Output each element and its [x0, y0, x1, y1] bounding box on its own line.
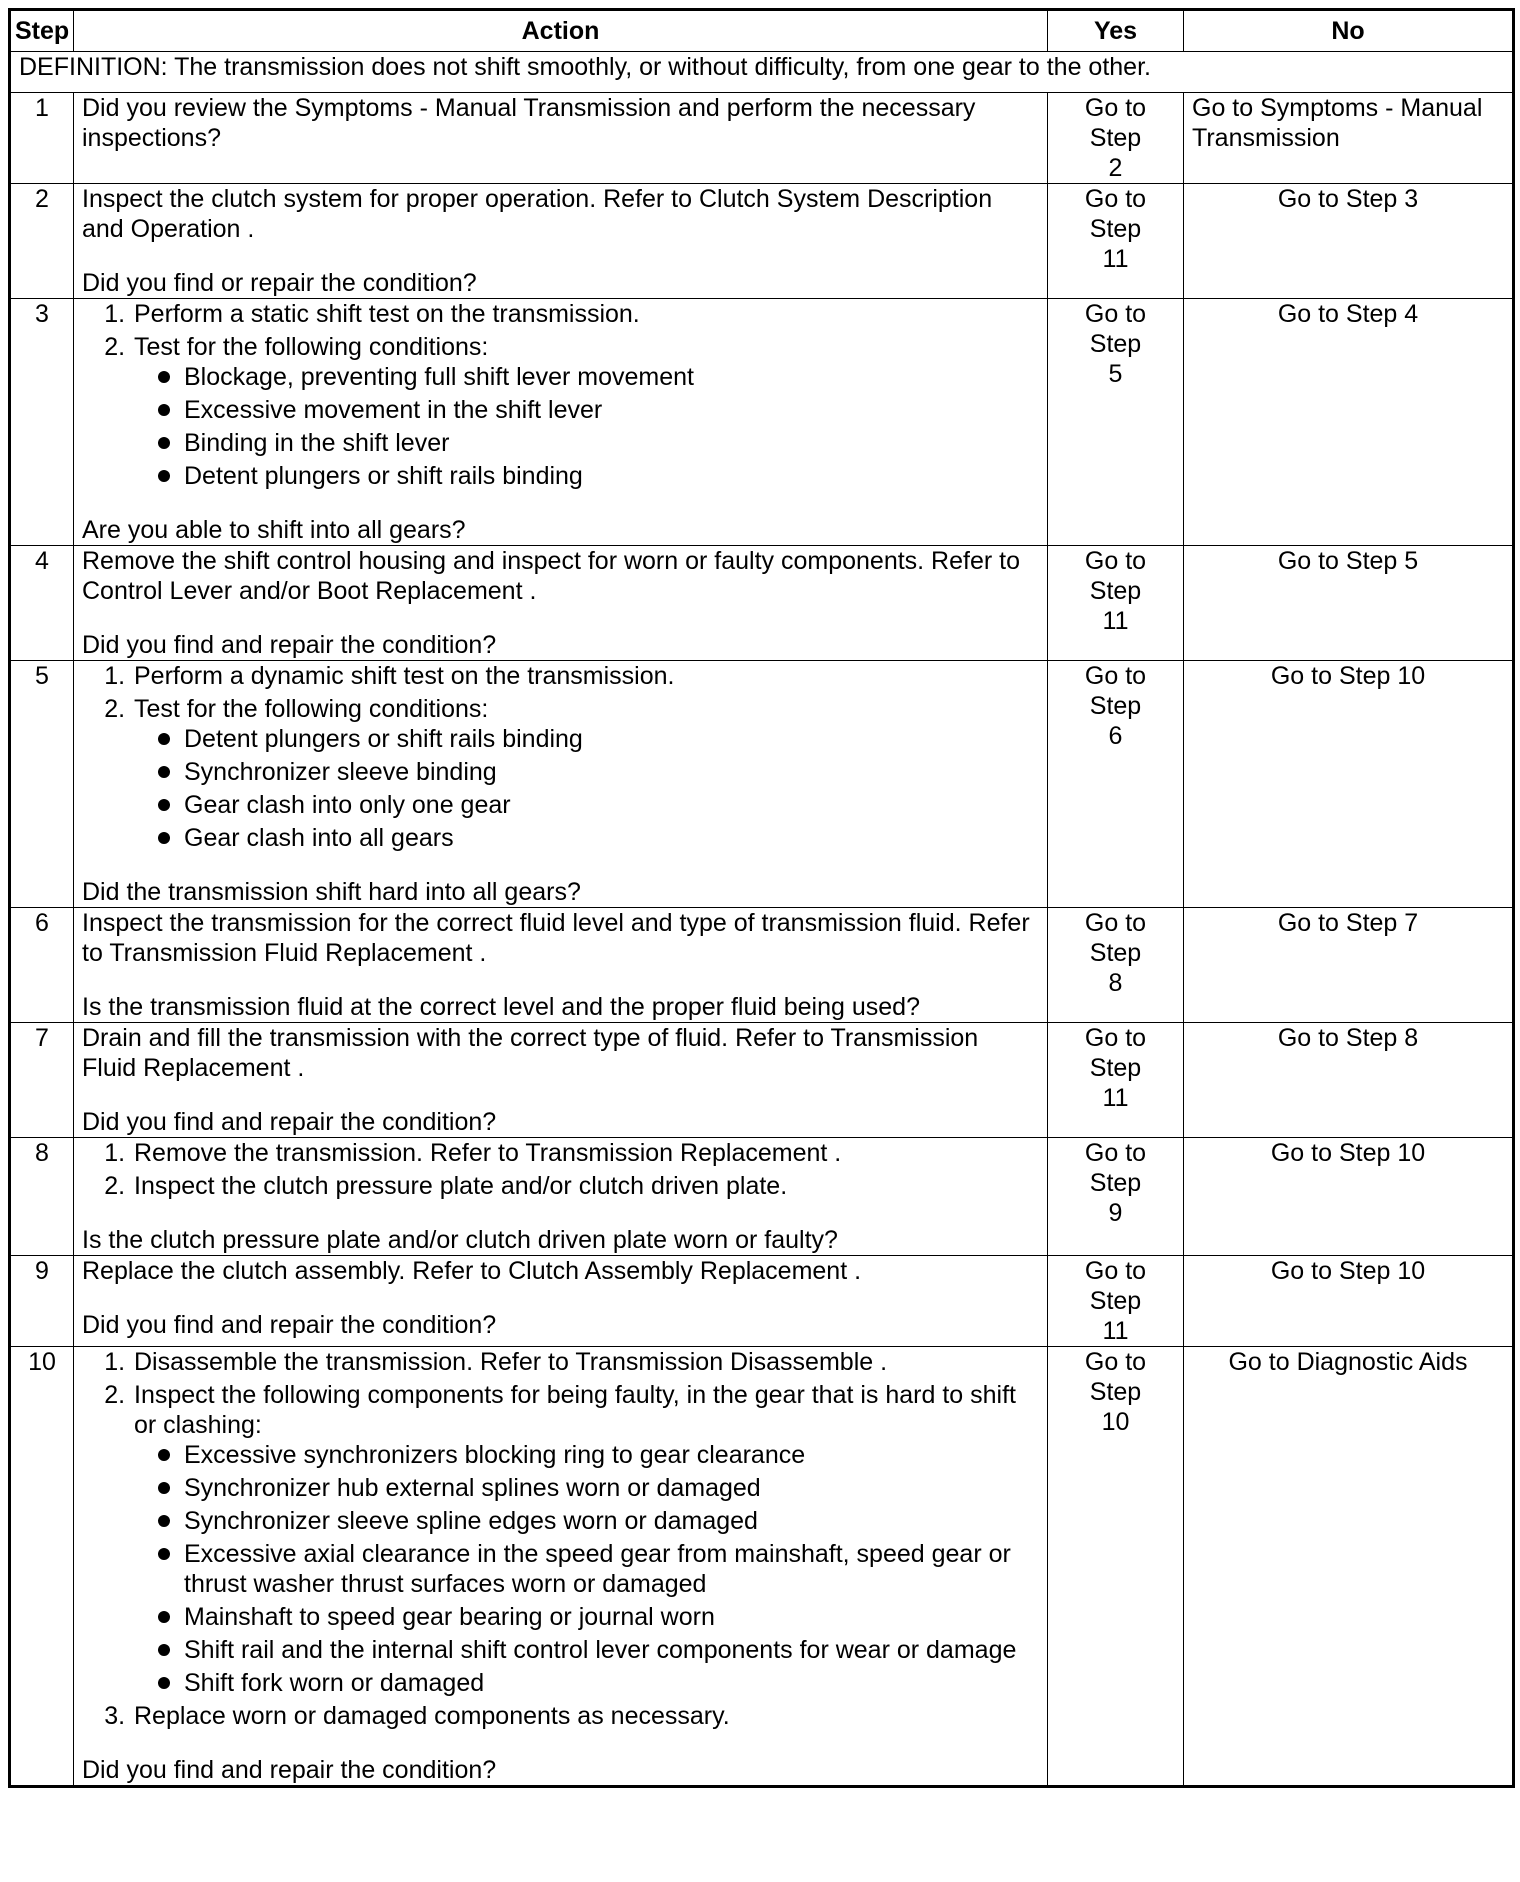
numbered-item	[132, 1347, 1039, 1377]
bullet-item: Gear clash into only one gear	[184, 790, 1039, 820]
no-cell: Go to Step 7	[1184, 908, 1514, 1023]
action-text: Replace the clutch assembly. Refer to Clutch Assembly Replacement .	[82, 1257, 862, 1285]
no-cell: Go to Step 8	[1184, 1023, 1514, 1138]
definition-row	[10, 52, 1514, 93]
action-cell	[74, 1347, 1048, 1787]
step-number: 4	[10, 546, 74, 661]
yes-goto-step: 6	[1108, 722, 1123, 750]
yes-cell	[1048, 1023, 1184, 1138]
header-no: No	[1184, 10, 1514, 52]
table-row	[10, 1256, 1514, 1347]
diagnostic-table-container	[8, 8, 1515, 1788]
question-text: Is the transmission fluid at the correct level and the proper fluid being used?	[82, 993, 920, 1021]
numbered-list	[82, 661, 1039, 853]
yes-goto-step: 2	[1108, 154, 1123, 182]
bullet-item: Synchronizer hub external splines worn or damaged	[184, 1473, 1039, 1503]
yes-goto-step: 10	[1101, 1408, 1130, 1436]
action-cell	[74, 299, 1048, 546]
step-number: 2	[10, 184, 74, 299]
yes-goto-label: Go to Step	[1084, 662, 1147, 720]
action-cell	[74, 1023, 1048, 1138]
yes-goto-step: 11	[1102, 1084, 1129, 1112]
diagnostic-table	[8, 8, 1515, 1788]
numbered-list	[82, 1138, 1039, 1201]
numbered-item	[132, 299, 1039, 329]
step-number: 7	[10, 1023, 74, 1138]
step-number: 3	[10, 299, 74, 546]
header-step: Step	[10, 10, 74, 52]
table-row	[10, 299, 1514, 546]
bullet-item: Synchronizer sleeve binding	[184, 757, 1039, 787]
yes-goto-step: 11	[1102, 245, 1129, 273]
step-number: 1	[10, 93, 74, 184]
bullet-item: Excessive movement in the shift lever	[184, 395, 1039, 425]
numbered-item-text: Inspect the clutch pressure plate and/or clutch driven plate.	[134, 1172, 788, 1200]
table-row	[10, 1138, 1514, 1256]
yes-goto-label: Go to Step	[1084, 547, 1147, 605]
numbered-item-text: Test for the following conditions:	[134, 333, 489, 361]
question-text: Did you find and repair the condition?	[82, 1311, 497, 1339]
header-action: Action	[74, 10, 1048, 52]
question-text: Did you find and repair the condition?	[82, 1756, 497, 1784]
action-text: Inspect the transmission for the correct fluid level and type of transmission fluid. Refer to Transmission Fluid Replacement .	[82, 909, 1030, 967]
question-text: Did you find or repair the condition?	[82, 269, 477, 297]
step-number: 10	[10, 1347, 74, 1787]
yes-cell	[1048, 546, 1184, 661]
yes-goto-label: Go to Step	[1084, 1139, 1147, 1197]
action-text: Inspect the clutch system for proper operation. Refer to Clutch System Description and Operation .	[82, 185, 993, 243]
yes-cell	[1048, 1138, 1184, 1256]
definition-text: DEFINITION: The transmission does not shift smoothly, or without difficulty, from one gear to the other.	[10, 52, 1514, 93]
action-cell	[74, 661, 1048, 908]
yes-goto-step: 8	[1108, 969, 1123, 997]
table-row	[10, 546, 1514, 661]
bullet-item: Gear clash into all gears	[184, 823, 1039, 853]
yes-cell	[1048, 661, 1184, 908]
bullet-item: Shift fork worn or damaged	[184, 1668, 1039, 1698]
yes-cell	[1048, 908, 1184, 1023]
action-cell	[74, 908, 1048, 1023]
numbered-item	[132, 1380, 1039, 1698]
bullet-item: Excessive synchronizers blocking ring to gear clearance	[184, 1440, 1039, 1470]
action-cell	[74, 1256, 1048, 1347]
no-cell: Go to Diagnostic Aids	[1184, 1347, 1514, 1787]
yes-goto-step: 11	[1102, 607, 1129, 635]
numbered-item-text: Replace worn or damaged components as necessary.	[134, 1702, 730, 1730]
action-cell	[74, 184, 1048, 299]
yes-goto-label: Go to Step	[1084, 1257, 1147, 1315]
numbered-item-text: Perform a dynamic shift test on the transmission.	[134, 662, 675, 690]
yes-goto-step: 9	[1108, 1199, 1123, 1227]
action-text: Drain and fill the transmission with the correct type of fluid. Refer to Transmission Fluid Replacement .	[82, 1024, 979, 1082]
yes-goto-label: Go to Step	[1084, 1348, 1147, 1406]
table-row	[10, 1023, 1514, 1138]
no-cell: Go to Step 5	[1184, 546, 1514, 661]
yes-goto-label: Go to Step	[1084, 909, 1147, 967]
numbered-list	[82, 1347, 1039, 1731]
no-cell: Go to Symptoms - Manual Transmission	[1184, 93, 1514, 184]
action-text: Did you review the Symptoms - Manual Transmission and perform the necessary inspections?	[82, 94, 976, 152]
numbered-item-text: Test for the following conditions:	[134, 695, 489, 723]
table-body	[10, 52, 1514, 1787]
numbered-item	[132, 694, 1039, 853]
yes-goto-label: Go to Step	[1084, 300, 1147, 358]
bullet-item: Synchronizer sleeve spline edges worn or damaged	[184, 1506, 1039, 1536]
yes-cell	[1048, 299, 1184, 546]
no-cell: Go to Step 4	[1184, 299, 1514, 546]
yes-cell	[1048, 93, 1184, 184]
yes-goto-label: Go to Step	[1084, 185, 1147, 243]
numbered-list	[82, 299, 1039, 491]
table-row	[10, 908, 1514, 1023]
yes-goto-label: Go to Step	[1084, 94, 1147, 152]
numbered-item-text: Perform a static shift test on the transmission.	[134, 300, 640, 328]
question-text: Did you find and repair the condition?	[82, 1108, 497, 1136]
action-text: Remove the shift control housing and inspect for worn or faulty components. Refer to Control Lever and/or Boot Replacement .	[82, 547, 1020, 605]
bullet-item: Blockage, preventing full shift lever movement	[184, 362, 1039, 392]
yes-cell	[1048, 184, 1184, 299]
numbered-item-text: Remove the transmission. Refer to Transmission Replacement .	[134, 1139, 842, 1167]
numbered-item	[132, 1171, 1039, 1201]
step-number: 6	[10, 908, 74, 1023]
numbered-item	[132, 661, 1039, 691]
header-row	[10, 10, 1514, 52]
yes-cell	[1048, 1256, 1184, 1347]
bullet-item: Detent plungers or shift rails binding	[184, 724, 1039, 754]
bullet-list	[134, 1440, 1039, 1698]
bullet-item: Binding in the shift lever	[184, 428, 1039, 458]
table-row	[10, 661, 1514, 908]
bullet-list	[134, 724, 1039, 853]
question-text: Is the clutch pressure plate and/or clutch driven plate worn or faulty?	[82, 1226, 838, 1254]
action-cell	[74, 93, 1048, 184]
step-number: 5	[10, 661, 74, 908]
table-row	[10, 1347, 1514, 1787]
step-number: 9	[10, 1256, 74, 1347]
no-cell: Go to Step 3	[1184, 184, 1514, 299]
yes-cell	[1048, 1347, 1184, 1787]
table-row	[10, 184, 1514, 299]
action-cell	[74, 1138, 1048, 1256]
question-text: Did the transmission shift hard into all gears?	[82, 878, 581, 906]
bullet-item: Shift rail and the internal shift control lever components for wear or damage	[184, 1635, 1039, 1665]
numbered-item	[132, 1701, 1039, 1731]
numbered-item	[132, 332, 1039, 491]
question-text: Did you find and repair the condition?	[82, 631, 497, 659]
yes-goto-label: Go to Step	[1084, 1024, 1147, 1082]
no-cell: Go to Step 10	[1184, 1138, 1514, 1256]
numbered-item-text: Disassemble the transmission. Refer to Transmission Disassemble .	[134, 1348, 888, 1376]
table-row	[10, 93, 1514, 184]
numbered-item-text: Inspect the following components for being faulty, in the gear that is hard to shift or clashing:	[134, 1381, 1016, 1439]
action-cell	[74, 546, 1048, 661]
numbered-item	[132, 1138, 1039, 1168]
yes-goto-step: 5	[1108, 360, 1123, 388]
bullet-list	[134, 362, 1039, 491]
header-yes: Yes	[1048, 10, 1184, 52]
question-text: Are you able to shift into all gears?	[82, 516, 466, 544]
step-number: 8	[10, 1138, 74, 1256]
no-cell: Go to Step 10	[1184, 1256, 1514, 1347]
bullet-item: Mainshaft to speed gear bearing or journal worn	[184, 1602, 1039, 1632]
no-cell: Go to Step 10	[1184, 661, 1514, 908]
yes-goto-step: 11	[1102, 1317, 1129, 1345]
bullet-item: Detent plungers or shift rails binding	[184, 461, 1039, 491]
bullet-item: Excessive axial clearance in the speed gear from mainshaft, speed gear or thrust washer thrust surfaces worn or damaged	[184, 1539, 1039, 1599]
